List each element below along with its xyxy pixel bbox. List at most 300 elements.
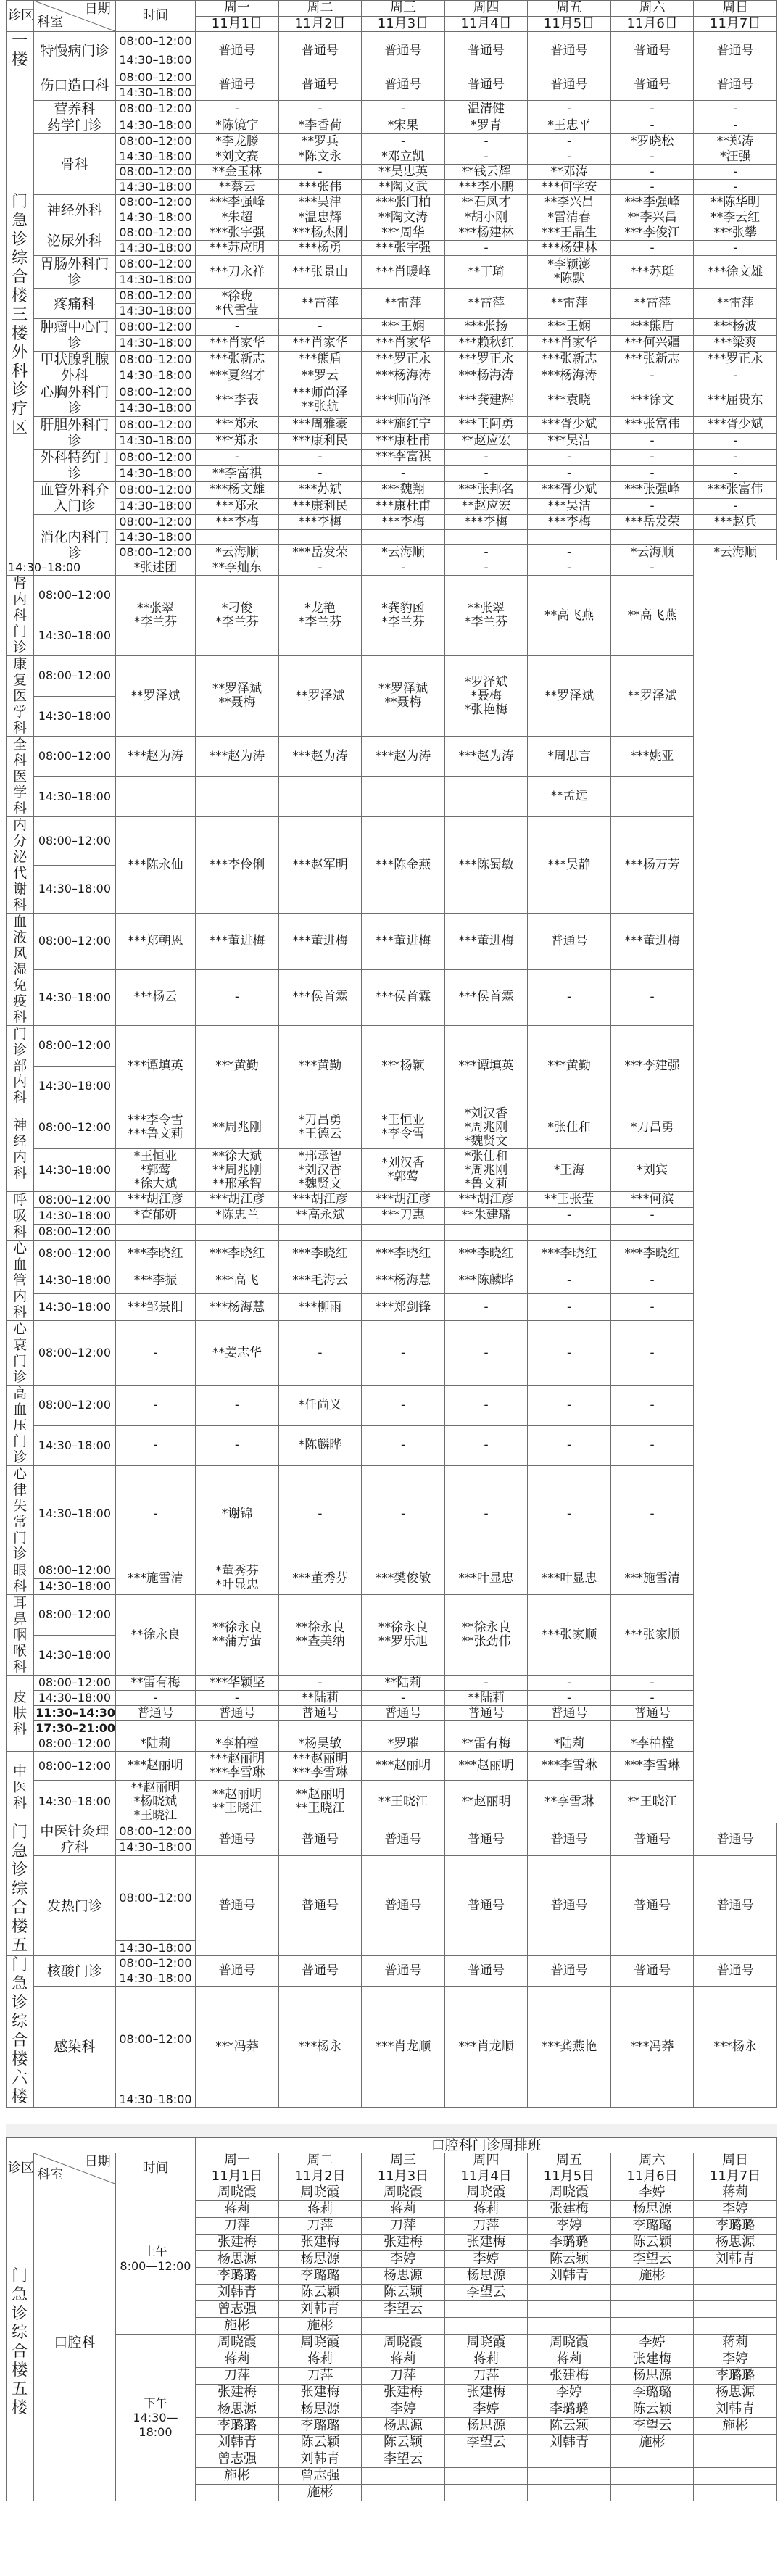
schedule-cell: - xyxy=(115,1386,196,1426)
schedule-cell: **雷萍 xyxy=(444,289,528,319)
schedule-cell: **徐永良 **查美纳 xyxy=(278,1595,362,1676)
schedule-cell: **赵丽明 xyxy=(444,1781,528,1823)
schedule-cell: ***师尚泽 **张航 xyxy=(278,384,362,417)
schedule-cell: - xyxy=(115,1466,196,1562)
time-slot: 14:30–18:00 xyxy=(115,117,196,134)
schedule-cell: ***张宇强 xyxy=(196,225,279,241)
schedule-cell: 蒋莉 xyxy=(444,2201,528,2218)
schedule-cell: - xyxy=(444,1386,528,1426)
schedule-cell: *张仕和 *周兆刚 *鲁文莉 xyxy=(444,1149,528,1192)
schedule-cell: ***叶显忠 xyxy=(528,1562,611,1595)
schedule-cell: ***王娴 xyxy=(362,319,445,336)
schedule-cell: 普通号 xyxy=(610,1823,694,1856)
schedule-cell: ***冯莽 xyxy=(196,1987,279,2108)
weekday-header: 周四 xyxy=(444,2153,528,2169)
schedule-cell: - xyxy=(610,149,694,165)
schedule-cell: - xyxy=(528,1425,611,1466)
schedule-cell xyxy=(444,2451,528,2468)
schedule-cell: 普通号 xyxy=(278,32,362,70)
schedule-cell: *温忠辉 xyxy=(278,210,362,225)
schedule-cell xyxy=(528,2468,611,2485)
schedule-cell: *李颖澎 *陈默 xyxy=(528,256,611,289)
time-slot: 14:30–18:00 xyxy=(115,465,196,482)
date-header: 11月4日 xyxy=(444,2169,528,2184)
schedule-cell: ***张扬 xyxy=(444,319,528,336)
schedule-cell: - xyxy=(444,1676,528,1691)
schedule-cell xyxy=(444,776,528,817)
time-slot: 14:30–18:00 xyxy=(115,304,196,319)
time-slot: 08:00–12:00 xyxy=(115,1987,196,2092)
schedule-cell: ***侯首霖 xyxy=(444,969,528,1026)
schedule-cell: 普通号 xyxy=(196,1706,279,1721)
schedule-cell xyxy=(444,530,528,545)
schedule-cell: ***康杜甫 xyxy=(362,433,445,450)
schedule-cell xyxy=(694,2435,777,2451)
schedule-cell: 普通号 xyxy=(694,1956,777,1987)
schedule-cell: 普通号 xyxy=(610,70,694,101)
date-header-label: 日期 xyxy=(84,2154,111,2169)
schedule-cell: 刘韩青 xyxy=(196,2285,279,2301)
schedule-cell: 李婷 xyxy=(610,2184,694,2201)
schedule-cell xyxy=(196,530,279,545)
time-slot: 14:30–18:00 xyxy=(34,616,116,656)
schedule-cell: ***刀惠 xyxy=(362,1208,445,1224)
schedule-cell: **雷萍 xyxy=(278,289,362,319)
schedule-cell: 陈云颖 xyxy=(528,2251,611,2268)
schedule-cell: **雷萍 xyxy=(362,289,445,319)
schedule-cell: *罗青 xyxy=(444,117,528,134)
schedule-cell: **罗泽斌 xyxy=(278,656,362,737)
schedule-cell: *刘汉香 *郭莺 xyxy=(362,1149,445,1192)
schedule-cell xyxy=(362,1224,445,1240)
schedule-cell: - xyxy=(278,465,362,482)
schedule-cell: **丁琦 xyxy=(444,256,528,289)
time-slot: 08:00–12:00 xyxy=(115,134,196,149)
time-slot: 08:00–12:00 xyxy=(34,1241,116,1267)
schedule-cell: **李兴昌 xyxy=(610,210,694,225)
schedule-cell: **赵丽明 *杨晓斌 *王晓江 xyxy=(115,1781,196,1823)
schedule-cell: ***姚亚 xyxy=(610,737,694,777)
dept-name: 血管外科介入门诊 xyxy=(34,482,116,515)
schedule-cell xyxy=(362,2468,445,2485)
schedule-cell: 普通号 xyxy=(362,1956,445,1987)
schedule-cell: **陈华明 xyxy=(694,195,777,210)
time-slot: 14:30–18:00 xyxy=(34,1425,116,1466)
time-slot: 14:30–18:00 xyxy=(115,400,196,417)
schedule-cell xyxy=(694,2468,777,2485)
schedule-cell: 刀萍 xyxy=(278,2368,362,2385)
schedule-cell: ***李晓红 xyxy=(196,1241,279,1267)
schedule-cell: 普通号 xyxy=(196,1823,279,1856)
dept-name: 中医针灸理疗科 xyxy=(34,1823,116,1856)
schedule-cell: *陆莉 xyxy=(528,1736,611,1752)
zone-text: 门急诊综合楼六楼 xyxy=(12,1956,29,2106)
time-slot: 14:30–18:00 xyxy=(115,1971,196,1987)
schedule-cell: - xyxy=(444,560,528,576)
schedule-cell: 周晓霞 xyxy=(444,2184,528,2201)
schedule-cell: *雷清春 xyxy=(528,210,611,225)
schedule-cell: ***胡江彦 xyxy=(362,1192,445,1208)
schedule-cell: - xyxy=(694,465,777,482)
schedule-cell xyxy=(278,530,362,545)
schedule-cell: ***张宇强 xyxy=(362,241,445,256)
schedule-cell xyxy=(444,2301,528,2318)
schedule-cell: *董秀芬 *叶显忠 xyxy=(196,1562,279,1595)
schedule-cell: ***陈永仙 xyxy=(115,817,196,914)
schedule-cell: 张建梅 xyxy=(196,2235,279,2251)
schedule-cell: - xyxy=(362,134,445,149)
schedule-cell: **高飞燕 xyxy=(528,576,611,656)
schedule-cell: 杨思源 xyxy=(362,2268,445,2285)
schedule-cell: - xyxy=(694,180,777,195)
schedule-cell: 普通号 xyxy=(528,32,611,70)
schedule-cell: *徐珑 *代雪莹 xyxy=(196,289,279,319)
schedule-cell: *邢承智 *刘汉香 *魏贤文 xyxy=(278,1149,362,1192)
schedule-cell: - xyxy=(278,101,362,117)
time-slot: 08:00–12:00 xyxy=(115,32,196,51)
time-slot: 08:00–12:00 xyxy=(115,515,196,530)
schedule-cell: **姜志华 xyxy=(196,1321,279,1386)
dept-name: 耳鼻咽喉科 xyxy=(7,1595,34,1676)
time-slot: 14:30–18:00 xyxy=(34,776,116,817)
schedule-cell: - xyxy=(610,1466,694,1562)
schedule-cell: *罗璀 xyxy=(362,1736,445,1752)
schedule-cell: - xyxy=(196,101,279,117)
time-slot: 14:30–18:00 xyxy=(115,149,196,165)
date-header: 11月5日 xyxy=(528,16,611,32)
schedule-cell: ***李晓红 xyxy=(610,1241,694,1267)
section-divider xyxy=(6,2124,777,2137)
dept-name: 消化内科门诊 xyxy=(34,515,116,576)
time-slot: 08:00–12:00 xyxy=(115,352,196,368)
schedule-cell: 周晓霞 xyxy=(196,2335,279,2351)
time-slot: 14:30–18:00 xyxy=(34,1691,116,1706)
schedule-cell: - xyxy=(694,433,777,450)
schedule-cell: ***李晓红 xyxy=(362,1241,445,1267)
schedule-cell: ***李强峰 xyxy=(610,195,694,210)
schedule-cell: ***张家顺 xyxy=(528,1595,611,1676)
schedule-cell: ***肖龙顺 xyxy=(444,1987,528,2108)
zone-text: 门急诊综合楼五 xyxy=(12,1823,29,1955)
dept-name: 肾内科门诊 xyxy=(7,576,34,656)
schedule-cell: 蒋莉 xyxy=(694,2184,777,2201)
weekday-header: 周一 xyxy=(196,2153,279,2169)
schedule-cell: ***侯首霖 xyxy=(362,969,445,1026)
schedule-cell: ***吴静 xyxy=(528,817,611,914)
schedule-cell: - xyxy=(528,450,611,466)
schedule-cell: ***邹景阳 xyxy=(115,1294,196,1321)
schedule-cell: 李婷 xyxy=(528,2218,611,2235)
dept-name: 神经外科 xyxy=(34,195,116,225)
time-slot: 14:30–18:00 xyxy=(34,969,116,1026)
zone-text: 门急诊综合楼三楼外科诊疗区 xyxy=(12,192,29,437)
schedule-cell: ***董进梅 xyxy=(444,914,528,970)
date-header: 11月7日 xyxy=(694,2169,777,2184)
schedule-cell: 刘韩青 xyxy=(278,2301,362,2318)
schedule-cell: **金玉林 xyxy=(196,165,279,180)
schedule-cell: **徐永良 **罗乐旭 xyxy=(362,1595,445,1676)
schedule-cell xyxy=(694,2285,777,2301)
schedule-cell: 刘韩青 xyxy=(528,2268,611,2285)
schedule-cell: - xyxy=(610,1386,694,1426)
schedule-cell: - xyxy=(278,1466,362,1562)
schedule-cell xyxy=(362,530,445,545)
time-slot: 08:00–12:00 xyxy=(34,1595,116,1636)
schedule-cell: **张翠 *李兰芬 xyxy=(115,576,196,656)
time-slot: 08:00–12:00 xyxy=(34,1386,116,1426)
schedule-cell: ***周雅豪 xyxy=(278,417,362,434)
dept-name: 皮肤科 xyxy=(7,1676,34,1752)
time-slot: 08:00–12:00 xyxy=(34,914,116,970)
schedule-cell: ***何滨 xyxy=(610,1192,694,1208)
schedule-cell: - xyxy=(444,241,528,256)
time-slot: 08:00–12:00 xyxy=(115,195,196,210)
dept-name: 血液风湿免疫科 xyxy=(7,914,34,1026)
schedule-cell: 曾志强 xyxy=(196,2451,279,2468)
schedule-cell: *陈麟晔 xyxy=(278,1425,362,1466)
schedule-cell: ***康利民 xyxy=(278,433,362,450)
time-slot: 14:30–18:00 xyxy=(115,241,196,256)
schedule-cell: ***李晓红 xyxy=(278,1241,362,1267)
dept-name: 呼吸科 xyxy=(7,1192,34,1241)
time-slot: 08:00–12:00 xyxy=(34,1736,116,1752)
schedule-cell xyxy=(196,1224,279,1240)
dept-name: 发热门诊 xyxy=(34,1856,116,1956)
schedule-cell: ***李梅 xyxy=(444,515,528,530)
schedule-cell: 张建梅 xyxy=(444,2235,528,2251)
schedule-cell: - xyxy=(278,560,362,576)
time-slot: 14:30–18:00 xyxy=(115,335,196,352)
schedule-cell: 周晓霞 xyxy=(278,2184,362,2201)
weekday-header: 周二 xyxy=(278,1,362,17)
schedule-cell: ***张新志 xyxy=(196,352,279,368)
schedule-cell: **赵丽明 **王晓江 xyxy=(278,1781,362,1823)
schedule-cell: ***柳雨 xyxy=(278,1294,362,1321)
schedule-cell: ***施红宁 xyxy=(362,417,445,434)
schedule-cell: ***毛海云 xyxy=(278,1267,362,1294)
schedule-cell: ***李梅 xyxy=(528,515,611,530)
time-slot: 14:30–18:00 xyxy=(115,433,196,450)
schedule-cell: *刀昌勇 *王德云 xyxy=(278,1106,362,1149)
schedule-cell: ***杨海涛 xyxy=(528,368,611,384)
schedule-cell: 曾志强 xyxy=(278,2468,362,2485)
schedule-cell: - xyxy=(278,1321,362,1386)
schedule-cell: - xyxy=(115,1321,196,1386)
schedule-cell: - xyxy=(528,1676,611,1691)
schedule-cell: - xyxy=(444,134,528,149)
schedule-cell: ***杨永 xyxy=(694,1987,777,2108)
time-slot: 08:00–12:00 xyxy=(115,256,196,273)
schedule-cell: 刘韩青 xyxy=(694,2401,777,2418)
schedule-cell: ***张伟 xyxy=(278,180,362,195)
schedule-cell: **钱云辉 xyxy=(444,165,528,180)
schedule-cell: **邓涛 xyxy=(528,165,611,180)
schedule-cell: ***谭填英 xyxy=(444,1026,528,1106)
schedule-cell: ***何学安 xyxy=(528,180,611,195)
schedule-cell: ***徐文雄 xyxy=(694,256,777,289)
zone-label xyxy=(7,1956,34,2108)
schedule-cell: ***杨海慧 xyxy=(362,1267,445,1294)
time-slot: 14:30–18:00 xyxy=(34,1466,116,1562)
schedule-cell: 周晓霞 xyxy=(362,2184,445,2201)
dept-name: 眼科 xyxy=(7,1562,34,1595)
schedule-cell: 普通号 xyxy=(444,1856,528,1956)
time-slot: 08:00–12:00 xyxy=(34,1026,116,1067)
schedule-cell: 普通号 xyxy=(528,1856,611,1956)
schedule-cell: ***杨建林 xyxy=(444,225,528,241)
dept-name: 药学门诊 xyxy=(34,117,116,134)
title-spacer xyxy=(7,2138,196,2153)
schedule-cell: *查郁妍 xyxy=(115,1208,196,1224)
schedule-cell: ***杨海慧 xyxy=(196,1294,279,1321)
schedule-cell: ***徐文 xyxy=(610,384,694,417)
schedule-cell: ***肖龙顺 xyxy=(362,1987,445,2108)
schedule-cell: 普通号 xyxy=(610,1856,694,1956)
schedule-cell: - xyxy=(444,1466,528,1562)
schedule-cell: ***杨杰刚 xyxy=(278,225,362,241)
schedule-cell: ***杨建林 xyxy=(528,241,611,256)
date-header: 11月3日 xyxy=(362,16,445,32)
schedule-cell: *张述团 xyxy=(115,560,196,576)
schedule-cell: ***李梅 xyxy=(278,515,362,530)
schedule-cell: **陆莉 xyxy=(444,1691,528,1706)
zone-label xyxy=(7,70,34,560)
schedule-cell: ***冯莽 xyxy=(610,1987,694,2108)
schedule-cell: ***康杜甫 xyxy=(362,498,445,515)
schedule-cell: 杨思源 xyxy=(694,2235,777,2251)
schedule-cell: ***李梅 xyxy=(196,515,279,530)
time-slot: 下午 14:30—18:00 xyxy=(115,2335,196,2501)
time-header: 时间 xyxy=(115,2153,196,2184)
schedule-cell: 周晓霞 xyxy=(362,2335,445,2351)
schedule-cell: ***王娴 xyxy=(528,319,611,336)
weekday-header: 周三 xyxy=(362,1,445,17)
time-slot: 08:00–12:00 xyxy=(34,817,116,866)
schedule-cell: ***张邦名 xyxy=(444,482,528,499)
time-slot: 14:30–18:00 xyxy=(115,272,196,289)
schedule-cell: - xyxy=(610,165,694,180)
weekday-header: 周二 xyxy=(278,2153,362,2169)
schedule-cell: ***胥少斌 xyxy=(528,417,611,434)
schedule-cell: - xyxy=(444,465,528,482)
schedule-cell: ***苏珽 xyxy=(610,256,694,289)
schedule-cell xyxy=(444,2468,528,2485)
time-slot: 08:00–12:00 xyxy=(115,417,196,434)
schedule-cell: ***赵为涛 xyxy=(444,737,528,777)
schedule-cell: *王忠平 xyxy=(528,117,611,134)
dept-name: 骨科 xyxy=(34,134,116,195)
schedule-cell: 施彬 xyxy=(610,2268,694,2285)
schedule-cell: *刘汉香 *周兆刚 *魏贤文 xyxy=(444,1106,528,1149)
time-slot: 11:30–14:30 xyxy=(34,1706,116,1721)
schedule-cell: *刁俊 *李兰芬 xyxy=(196,576,279,656)
schedule-cell: *胡小刚 xyxy=(444,210,528,225)
dept-name: 甲状腺乳腺外科 xyxy=(34,352,116,384)
schedule-cell: *陈镜宇 xyxy=(196,117,279,134)
date-header: 11月6日 xyxy=(610,2169,694,2184)
schedule-cell: *罗泽斌 *聂梅 *张艳梅 xyxy=(444,656,528,737)
schedule-cell: ***董进梅 xyxy=(278,914,362,970)
schedule-cell: **罗兵 xyxy=(278,134,362,149)
schedule-cell: ***黄勤 xyxy=(196,1026,279,1106)
schedule-cell: 蒋莉 xyxy=(196,2201,279,2218)
dept-name: 胃肠外科门诊 xyxy=(34,256,116,289)
schedule-cell xyxy=(694,2451,777,2468)
schedule-cell: ***张景山 xyxy=(278,256,362,289)
schedule-cell: 普通号 xyxy=(196,1956,279,1987)
schedule-cell: **赵丽明 **王晓江 xyxy=(196,1781,279,1823)
schedule-cell: ***王晶生 xyxy=(528,225,611,241)
schedule-cell: - xyxy=(444,1294,528,1321)
schedule-cell xyxy=(528,2318,611,2335)
time-header: 时间 xyxy=(115,1,196,32)
schedule-cell: - xyxy=(694,241,777,256)
schedule-cell: ***赵为涛 xyxy=(196,737,279,777)
schedule-cell: ***华颖坚 xyxy=(196,1676,279,1691)
time-slot: 08:00–12:00 xyxy=(34,1676,116,1691)
dental-schedule-table xyxy=(6,2137,777,2501)
dept-name: 中医科 xyxy=(7,1752,34,1823)
schedule-cell: 杨思源 xyxy=(444,2268,528,2285)
schedule-cell: 李婷 xyxy=(444,2251,528,2268)
schedule-cell: - xyxy=(610,465,694,482)
schedule-cell: **孟远 xyxy=(528,776,611,817)
schedule-cell: ***师尚泽 xyxy=(362,384,445,417)
schedule-cell: 普通号 xyxy=(444,1706,528,1721)
schedule-cell: **李富祺 xyxy=(196,465,279,482)
schedule-cell: *杨昊敏 xyxy=(278,1736,362,1752)
schedule-cell xyxy=(362,1721,445,1736)
schedule-cell: ***李晓红 xyxy=(444,1241,528,1267)
schedule-cell xyxy=(115,1721,196,1736)
zone-label xyxy=(7,32,34,70)
schedule-cell: ***肖家华 xyxy=(196,335,279,352)
time-slot: 08:00–12:00 xyxy=(34,1752,116,1781)
dept-name: 内分泌代谢科 xyxy=(7,817,34,914)
schedule-cell: 施彬 xyxy=(196,2318,279,2335)
schedule-cell: 蒋莉 xyxy=(278,2201,362,2218)
schedule-cell: - xyxy=(196,1425,279,1466)
dept-name: 外科特约门诊 xyxy=(34,450,116,482)
zone-header: 诊区 xyxy=(7,1,34,32)
schedule-cell: - xyxy=(196,319,279,336)
schedule-cell: ***谭填英 xyxy=(115,1026,196,1106)
date-header: 11月1日 xyxy=(196,2169,279,2184)
schedule-cell: ***张新志 xyxy=(610,352,694,368)
schedule-cell: ***赵丽明 xyxy=(115,1752,196,1781)
schedule-cell: ***张家顺 xyxy=(610,1595,694,1676)
schedule-cell: ***陈麟晔 xyxy=(444,1267,528,1294)
schedule-cell: 李婷 xyxy=(694,2351,777,2368)
schedule-cell: 李婷 xyxy=(694,2201,777,2218)
schedule-cell: 李璐璐 xyxy=(528,2235,611,2251)
schedule-cell: 刀萍 xyxy=(444,2368,528,2385)
time-slot: 14:30–18:00 xyxy=(115,368,196,384)
schedule-cell: *李柏樘 xyxy=(196,1736,279,1752)
schedule-cell: - xyxy=(278,450,362,466)
schedule-cell: ***叶显忠 xyxy=(444,1562,528,1595)
schedule-cell: - xyxy=(362,560,445,576)
schedule-cell: - xyxy=(694,368,777,384)
schedule-cell: ***董进梅 xyxy=(362,914,445,970)
schedule-cell: 普通号 xyxy=(694,70,777,101)
weekday-header: 周三 xyxy=(362,2153,445,2169)
schedule-cell: ***黄勤 xyxy=(528,1026,611,1106)
schedule-cell: ***董进梅 xyxy=(196,914,279,970)
time-slot: 08:00–12:00 xyxy=(34,1224,116,1240)
schedule-cell: ***黄勤 xyxy=(278,1026,362,1106)
schedule-cell: *云海顺 xyxy=(196,545,279,560)
